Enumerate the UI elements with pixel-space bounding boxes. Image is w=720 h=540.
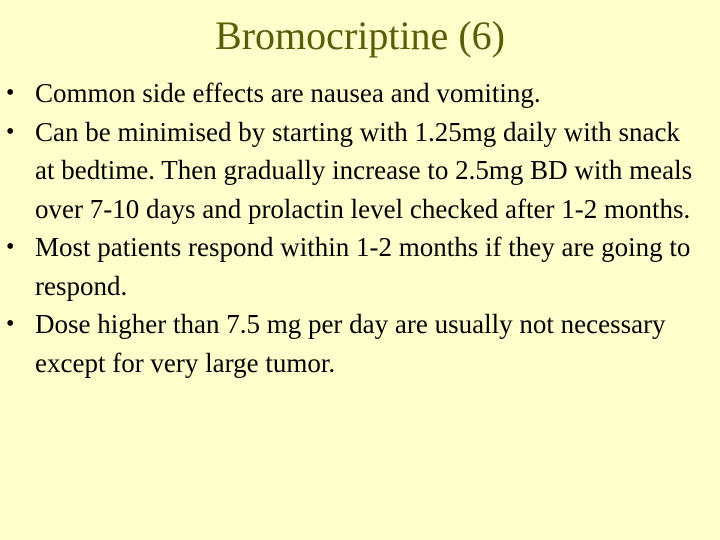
bullet-text: Can be minimised by starting with 1.25mg daily with snack at bedtime. Then gradually increase to 2.5mg BD with meals over 7-10 days and prolactin level checked after 1-2 months. <box>35 116 693 224</box>
bullet-icon: • <box>6 118 15 145</box>
list-item <box>6 228 706 305</box>
bullet-icon: • <box>6 80 15 106</box>
bullet-text: Most patients respond within 1-2 months if they are going to respond. <box>35 232 691 301</box>
bullet-icon: • <box>6 234 15 260</box>
bullet-icon: • <box>6 311 15 337</box>
list-item <box>6 113 706 229</box>
list-item <box>6 74 706 113</box>
bullet-text: Common side effects are nausea and vomiting. <box>35 78 541 108</box>
list-item <box>6 305 706 382</box>
bullet-list <box>6 74 706 382</box>
slide-title: Bromocriptine (6) <box>215 13 505 58</box>
bullet-text: Dose higher than 7.5 mg per day are usually not necessary except for very large tumor. <box>35 309 666 378</box>
